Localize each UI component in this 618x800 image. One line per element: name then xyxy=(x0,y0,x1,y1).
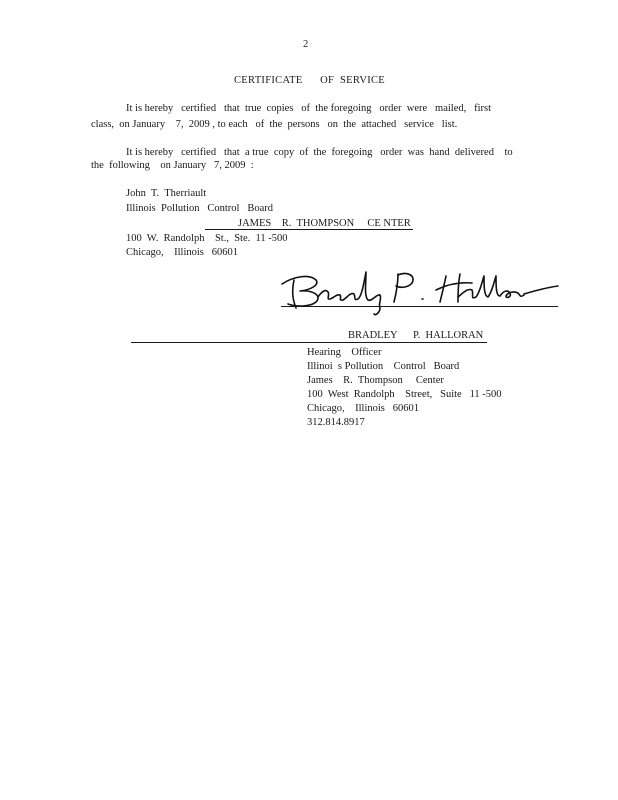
recipient-building: JAMES R. THOMPSON CE NTER xyxy=(238,218,411,229)
signer-building: James R. Thompson Center xyxy=(307,375,444,386)
signer-name: BRADLEY P. HALLORAN xyxy=(348,330,484,341)
signer-title: Hearing Officer xyxy=(307,347,382,358)
para1-line2: class, on January 7, 2009 , to each of the persons on the attached service list. xyxy=(91,119,458,130)
para2-line2: the following on January 7, 2009 : xyxy=(91,160,254,171)
recipient-building-underline xyxy=(205,229,413,230)
recipient-city: Chicago, Illinois 60601 xyxy=(126,247,238,258)
signer-org: Illinoi s Pollution Control Board xyxy=(307,361,460,372)
signer-underline xyxy=(131,342,487,343)
recipient-org: Illinois Pollution Control Board xyxy=(126,203,274,214)
certificate-title: CERTIFICATE OF SERVICE xyxy=(234,75,386,86)
para1-line1: It is hereby certified that true copies of the foregoing order were mailed, first xyxy=(126,103,492,114)
page-number: 2 xyxy=(303,39,309,50)
para2-line1: It is hereby certified that a true copy of the foregoing order was hand delivered to xyxy=(126,147,513,158)
signer-phone: 312.814.8917 xyxy=(307,417,365,428)
recipient-name: John T. Therriault xyxy=(126,188,207,199)
signature-line xyxy=(281,306,558,307)
signer-city: Chicago, Illinois 60601 xyxy=(307,403,419,414)
signer-street: 100 West Randolph Street, Suite 11 -500 xyxy=(307,389,502,400)
recipient-street: 100 W. Randolph St., Ste. 11 -500 xyxy=(126,233,288,244)
handwritten-signature xyxy=(276,264,560,320)
